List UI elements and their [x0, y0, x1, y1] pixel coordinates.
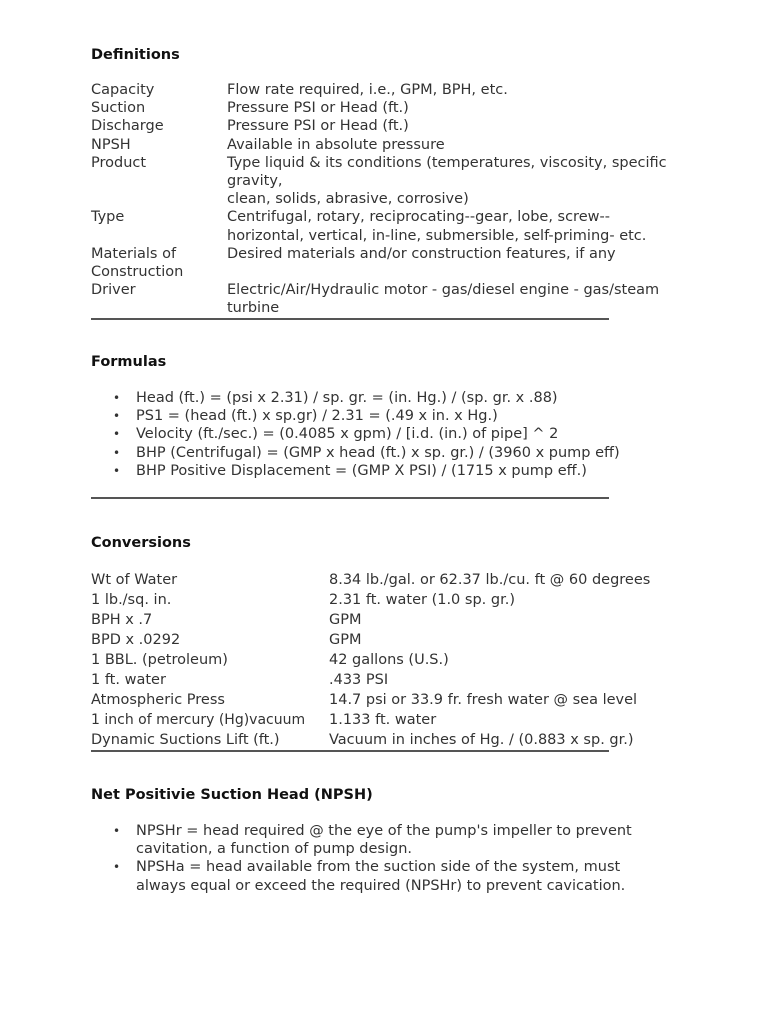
- section-divider: [91, 318, 609, 320]
- definition-row: [91, 117, 691, 135]
- conversion-row: [91, 590, 691, 610]
- conversion-value: 14.7 psi or 33.9 fr. fresh water @ sea level: [329, 692, 638, 708]
- npsh-heading: Net Positivie Suction Head (NPSH): [91, 787, 373, 803]
- definitions-table: [91, 81, 691, 318]
- conversion-term: BPH x .7: [91, 612, 153, 628]
- section-divider: [91, 750, 609, 752]
- definition-term: NPSH: [91, 136, 131, 153]
- definition-description: Type liquid & its conditions (temperatures, viscosity, specific gravity, clean, solids, abrasive, corrosive): [227, 154, 667, 208]
- conversion-value: Vacuum in inches of Hg. / (0.883 x sp. gr.): [329, 732, 634, 748]
- conversion-term: Atmospheric Press: [91, 692, 225, 708]
- formula-item: • BHP (Centrifugal) = (GMP x head (ft.) x sp. gr.) / (3960 x pump eff): [136, 444, 696, 462]
- section-divider: [91, 497, 609, 499]
- conversion-row: [91, 670, 691, 690]
- definition-term: Suction: [91, 100, 146, 117]
- definition-description: Centrifugal, rotary, reciprocating--gear, lobe, screw--horizontal, vertical, in-line, submersible, self-priming- etc.: [227, 209, 647, 244]
- conversion-row: [91, 650, 691, 670]
- conversion-value: GPM: [329, 632, 362, 648]
- definition-description: Available in absolute pressure: [227, 136, 445, 153]
- definition-term: Type: [91, 209, 125, 226]
- definition-term: Discharge: [91, 118, 164, 135]
- definition-term: Capacity: [91, 82, 155, 98]
- conversion-row: [91, 730, 691, 750]
- conversion-row: [91, 690, 691, 710]
- definition-row: [91, 281, 691, 317]
- conversion-value: GPM: [329, 612, 362, 628]
- conversion-term: 1 BBL. (petroleum): [91, 652, 228, 668]
- definition-description: Flow rate required, i.e., GPM, BPH, etc.: [227, 82, 508, 98]
- formula-item: • BHP Positive Displacement = (GMP X PSI) / (1715 x pump eff.): [136, 462, 696, 480]
- definition-row: [91, 154, 691, 209]
- conversion-term: BPD x .0292: [91, 632, 181, 648]
- formula-item: • Velocity (ft./sec.) = (0.4085 x gpm) / [i.d. (in.) of pipe] ^ 2: [136, 425, 696, 443]
- definition-term: Product: [91, 154, 147, 171]
- formulas-list: [91, 389, 696, 480]
- conversion-term: 1 lb./sq. in.: [91, 592, 172, 608]
- definition-row: [91, 99, 691, 117]
- conversion-row: [91, 570, 691, 590]
- definition-description: Electric/Air/Hydraulic motor - gas/diesel engine - gas/steam turbine: [227, 282, 660, 317]
- conversion-value: 42 gallons (U.S.): [329, 652, 449, 668]
- conversion-term: Dynamic Suctions Lift (ft.): [91, 732, 280, 748]
- definition-description: Desired materials and/or construction features, if any: [227, 245, 616, 262]
- definition-description: Pressure PSI or Head (ft.): [227, 100, 409, 117]
- conversion-term: Wt of Water: [91, 572, 178, 588]
- conversions-heading: Conversions: [91, 535, 191, 551]
- conversions-table: [91, 570, 691, 750]
- npsh-item: • NPSHa = head available from the suction side of the system, must always equal or exceed the required (NPSHr) to prevent cavication.: [136, 858, 656, 894]
- npsh-list: [91, 822, 656, 895]
- definition-row: [91, 208, 691, 244]
- definition-term: Driver: [91, 282, 136, 299]
- definition-term: Materials of Construction: [91, 245, 184, 281]
- conversion-row: [91, 630, 691, 650]
- formula-item: • PS1 = (head (ft.) x sp.gr) / 2.31 = (.49 x in. x Hg.): [136, 407, 696, 425]
- npsh-item: • NPSHr = head required @ the eye of the pump's impeller to prevent cavitation, a function of pump design.: [136, 822, 656, 858]
- conversion-value: 1.133 ft. water: [329, 712, 437, 728]
- definition-description: Pressure PSI or Head (ft.): [227, 118, 409, 135]
- conversion-value: 8.34 lb./gal. or 62.37 lb./cu. ft @ 60 degrees: [329, 572, 651, 588]
- formulas-heading: Formulas: [91, 354, 167, 370]
- conversion-row: [91, 610, 691, 630]
- conversion-value: 2.31 ft. water (1.0 sp. gr.): [329, 592, 515, 608]
- conversion-row: [91, 710, 691, 730]
- conversion-term: 1 inch of mercury (Hg)vacuum: [91, 712, 306, 728]
- conversion-term: 1 ft. water: [91, 672, 166, 688]
- definitions-heading: Definitions: [91, 47, 180, 63]
- conversion-value: .433 PSI: [329, 672, 389, 688]
- definition-row: [91, 81, 691, 99]
- definition-row: [91, 245, 691, 281]
- definition-row: [91, 136, 691, 154]
- formula-item: • Head (ft.) = (psi x 2.31) / sp. gr. = (in. Hg.) / (sp. gr. x .88): [136, 389, 696, 407]
